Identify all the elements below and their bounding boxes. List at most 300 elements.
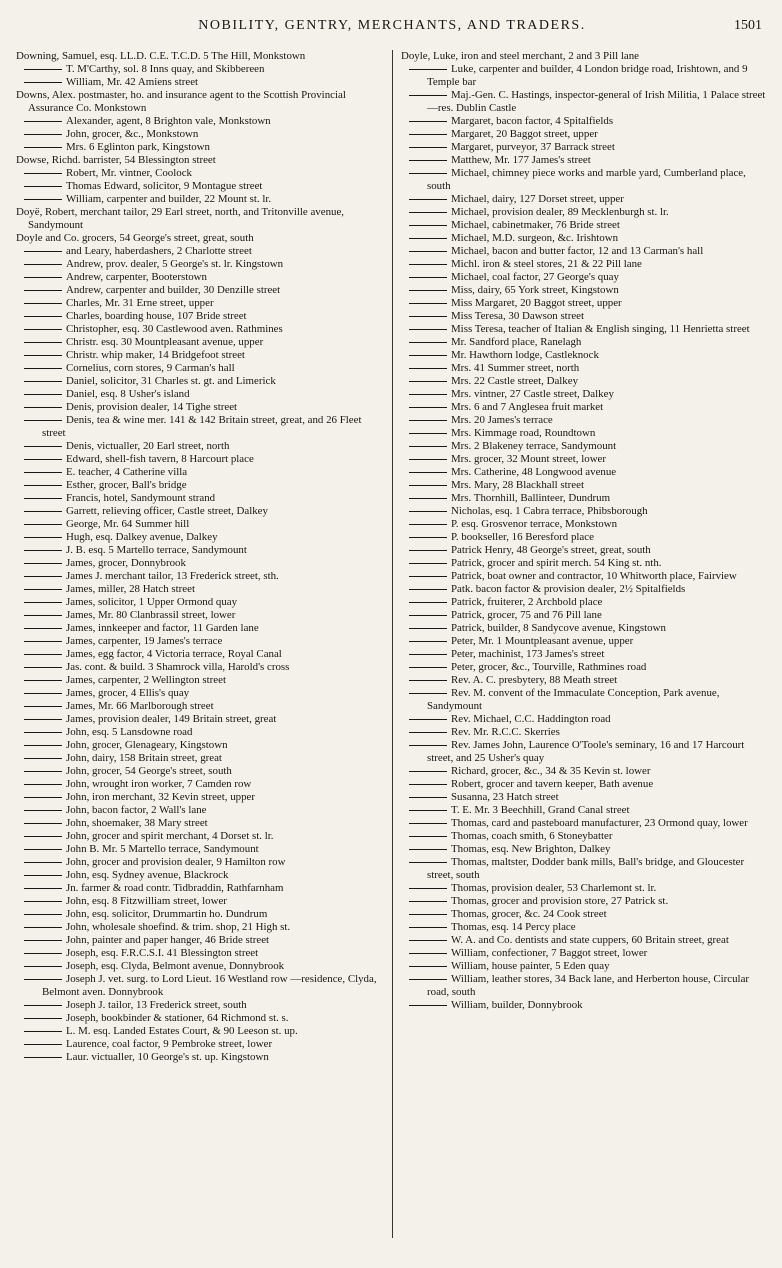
ditto-dash (409, 914, 447, 915)
entry-text: James, carpenter, 2 Wellington street (66, 674, 226, 686)
directory-entry (16, 791, 384, 804)
directory-entry (16, 1051, 384, 1064)
entry-text: E. teacher, 4 Catherine villa (66, 466, 188, 478)
entry-text: Jas. cont. & build. 3 Shamrock villa, Harold's cross (66, 661, 290, 673)
ditto-dash (409, 238, 447, 239)
directory-entry (16, 856, 384, 869)
entry-text: James J. merchant tailor, 13 Frederick street, sth. (66, 570, 279, 582)
directory-entry (16, 76, 384, 89)
directory-entry (401, 765, 768, 778)
ditto-dash (409, 719, 447, 720)
directory-entry (401, 960, 768, 973)
ditto-dash (24, 420, 62, 421)
directory-entry (16, 908, 384, 921)
directory-entry (16, 1012, 384, 1025)
entry-text: James, provision dealer, 149 Britain street, great (66, 713, 277, 725)
ditto-dash (24, 82, 62, 83)
entry-text: Mrs. grocer, 32 Mount street, lower (451, 453, 607, 465)
directory-entry (16, 258, 384, 271)
ditto-dash (409, 147, 447, 148)
ditto-dash (24, 914, 62, 915)
entry-text: Nicholas, esq. 1 Cabra terrace, Phibsborough (451, 505, 648, 517)
directory-entry (16, 843, 384, 856)
page-header (16, 12, 768, 38)
ditto-dash (409, 524, 447, 525)
directory-entry (16, 271, 384, 284)
ditto-dash (409, 784, 447, 785)
page-number: 1501 (734, 18, 762, 33)
ditto-dash (24, 186, 62, 187)
directory-entry (401, 115, 768, 128)
ditto-dash (409, 485, 447, 486)
directory-entry (16, 739, 384, 752)
directory-entry (16, 492, 384, 505)
directory-entry (16, 154, 384, 167)
ditto-dash (409, 472, 447, 473)
directory-entry (401, 999, 768, 1012)
directory-entry (401, 830, 768, 843)
directory-entry (16, 713, 384, 726)
entry-text: George, Mr. 64 Summer hill (66, 518, 190, 530)
entry-text: Daniel, solicitor, 31 Charles st. gt. and Limerick (66, 375, 276, 387)
entry-text: Peter, grocer, &c., Tourville, Rathmines road (451, 661, 647, 673)
entry-text: John, esq. solicitor, Drummartin ho. Dundrum (66, 908, 268, 920)
ditto-dash (409, 212, 447, 213)
entry-text: Denis, provision dealer, 14 Tighe street (66, 401, 238, 413)
ditto-dash (409, 680, 447, 681)
ditto-dash (409, 173, 447, 174)
entry-text: Andrew, prov. dealer, 5 George's st. lr. Kingstown (66, 258, 284, 270)
entry-text: Peter, machinist, 173 James's street (451, 648, 605, 660)
directory-entry (401, 531, 768, 544)
ditto-dash (24, 316, 62, 317)
entry-text: Mrs. Mary, 28 Blackhall street (451, 479, 584, 491)
ditto-dash (409, 407, 447, 408)
ditto-dash (24, 966, 62, 967)
ditto-dash (24, 823, 62, 824)
ditto-dash (409, 563, 447, 564)
entry-text: Robert, grocer and tavern keeper, Bath avenue (451, 778, 654, 790)
entry-text: Joseph J. vet. surg. to Lord Lieut. 16 Westland row —residence, Clyda, Belmont aven. Donnybrook (42, 973, 377, 998)
entry-text: Robert, Mr. vintner, Coolock (66, 167, 193, 179)
ditto-dash (409, 550, 447, 551)
entry-text: Patrick, boat owner and contractor, 10 Whitworth place, Fairview (451, 570, 737, 582)
directory-entry (401, 375, 768, 388)
directory-entry (16, 167, 384, 180)
entry-text: Thomas, esq. New Brighton, Dalkey (451, 843, 611, 855)
entry-text: Mrs. vintner, 27 Castle street, Dalkey (451, 388, 614, 400)
directory-entry (401, 895, 768, 908)
directory-entry (16, 414, 384, 440)
ditto-dash (409, 277, 447, 278)
ditto-dash (24, 1057, 62, 1058)
ditto-dash (24, 251, 62, 252)
entry-text: T. E. Mr. 3 Beechhill, Grand Canal street (451, 804, 630, 816)
directory-entry (401, 947, 768, 960)
entry-text: Patrick Henry, 48 George's street, great, south (451, 544, 651, 556)
entry-text: Joseph, esq. Clyda, Belmont avenue, Donnybrook (66, 960, 285, 972)
directory-entry (16, 778, 384, 791)
directory-entry (401, 973, 768, 999)
ditto-dash (409, 420, 447, 421)
entry-text: Laur. victualler, 10 George's st. up. Kingstown (66, 1051, 269, 1063)
ditto-dash (24, 290, 62, 291)
directory-entry (16, 661, 384, 674)
ditto-dash (24, 1044, 62, 1045)
directory-entry (401, 388, 768, 401)
ditto-dash (409, 576, 447, 577)
entry-text: John, wholesale shoefind. & trim. shop, 21 High st. (66, 921, 291, 933)
entry-text: J. B. esq. 5 Martello terrace, Sandymount (66, 544, 247, 556)
entry-text: and Leary, haberdashers, 2 Charlotte street (66, 245, 252, 257)
ditto-dash (24, 173, 62, 174)
directory-entry (16, 570, 384, 583)
entry-text: Charles, Mr. 31 Erne street, upper (66, 297, 214, 309)
ditto-dash (24, 1005, 62, 1006)
entry-text: William, confectioner, 7 Baggot street, lower (451, 947, 648, 959)
directory-entry (16, 687, 384, 700)
ditto-dash (24, 745, 62, 746)
ditto-dash (24, 498, 62, 499)
entry-text: L. M. esq. Landed Estates Court, & 90 Leeson st. up. (66, 1025, 298, 1037)
entry-text: Rev. James John, Laurence O'Toole's seminary, 16 and 17 Harcourt street, and 25 Usher's quay (427, 739, 745, 764)
entry-text: Mrs. 20 James's terrace (451, 414, 553, 426)
entry-text: William, builder, Donnybrook (451, 999, 583, 1011)
ditto-dash (409, 940, 447, 941)
entry-text: James, innkeeper and factor, 11 Garden lane (66, 622, 259, 634)
entry-text: Thomas Edward, solicitor, 9 Montague street (66, 180, 263, 192)
entry-text: Michael, coal factor, 27 George's quay (451, 271, 619, 283)
directory-entry (401, 128, 768, 141)
entry-text: Joseph J. tailor, 13 Frederick street, south (66, 999, 247, 1011)
directory-entry (16, 401, 384, 414)
entry-text: William, carpenter and builder, 22 Mount st. lr. (66, 193, 272, 205)
directory-entry (16, 869, 384, 882)
ditto-dash (24, 784, 62, 785)
ditto-dash (409, 342, 447, 343)
directory-entry (16, 297, 384, 310)
entry-text: William, leather stores, 34 Back lane, and Herberton house, Circular road, south (427, 973, 750, 998)
directory-entry (401, 245, 768, 258)
entry-text: Miss Teresa, teacher of Italian & English singing, 11 Henrietta street (451, 323, 750, 335)
ditto-dash (24, 485, 62, 486)
entry-text: Thomas, provision dealer, 53 Charlemont st. lr. (451, 882, 657, 894)
directory-entry (401, 713, 768, 726)
directory-entry (401, 622, 768, 635)
entry-text: Miss Teresa, 30 Dawson street (451, 310, 585, 322)
directory-entry (16, 1038, 384, 1051)
directory-entry (401, 687, 768, 713)
ditto-dash (409, 95, 447, 96)
directory-entry (16, 63, 384, 76)
entry-text: P. bookseller, 16 Beresford place (451, 531, 594, 543)
directory-entry (16, 882, 384, 895)
entry-text: Mrs. 2 Blakeney terrace, Sandymount (451, 440, 617, 452)
ditto-dash (409, 394, 447, 395)
entry-text: Joseph, esq. F.R.C.S.I. 41 Blessington street (66, 947, 259, 959)
entry-text: Mrs. Thornhill, Ballinteer, Dundrum (451, 492, 611, 504)
entry-text: Rev. Mr. R.C.C. Skerries (451, 726, 560, 738)
entry-text: Andrew, carpenter and builder, 30 Denzille street (66, 284, 281, 296)
directory-entry (16, 960, 384, 973)
ditto-dash (24, 953, 62, 954)
entry-text: John, wrought iron worker, 7 Camden row (66, 778, 252, 790)
directory-entry (16, 830, 384, 843)
entry-text: William, Mr. 42 Amiens street (66, 76, 199, 88)
entry-text: Mrs. Catherine, 48 Longwood avenue (451, 466, 617, 478)
directory-entry (401, 804, 768, 817)
directory-entry (16, 375, 384, 388)
ditto-dash (24, 771, 62, 772)
ditto-dash (24, 342, 62, 343)
entry-text: Joseph, bookbinder & stationer, 64 Richmond st. s. (66, 1012, 289, 1024)
ditto-dash (409, 953, 447, 954)
directory-entry (401, 557, 768, 570)
entry-text: Michael, cabinetmaker, 76 Bride street (451, 219, 620, 231)
ditto-dash (24, 550, 62, 551)
entry-text: John, esq. 8 Fitzwilliam street, lower (66, 895, 227, 907)
directory-entry (16, 284, 384, 297)
directory-entry (16, 206, 384, 232)
directory-entry (16, 674, 384, 687)
ditto-dash (24, 407, 62, 408)
directory-entry (401, 154, 768, 167)
entry-text: Alexander, agent, 8 Brighton vale, Monkstown (66, 115, 271, 127)
ditto-dash (409, 69, 447, 70)
ditto-dash (409, 615, 447, 616)
directory-entry (16, 973, 384, 999)
entry-text: Patk. bacon factor & provision dealer, 2½ Spitalfields (451, 583, 686, 595)
directory-entry (16, 50, 384, 63)
directory-entry (16, 752, 384, 765)
ditto-dash (409, 927, 447, 928)
directory-entry (401, 726, 768, 739)
entry-text: P. esq. Grosvenor terrace, Monkstown (451, 518, 618, 530)
directory-entry (16, 557, 384, 570)
directory-entry (401, 336, 768, 349)
directory-entry (401, 492, 768, 505)
directory-entry (401, 505, 768, 518)
ditto-dash (409, 745, 447, 746)
ditto-dash (24, 472, 62, 473)
entry-text: Doyle, Luke, iron and steel merchant, 2 and 3 Pill lane (401, 50, 640, 62)
directory-entry (16, 466, 384, 479)
directory-entry (401, 193, 768, 206)
directory-entry (401, 167, 768, 193)
ditto-dash (24, 589, 62, 590)
entry-text: Michael, M.D. surgeon, &c. Irishtown (451, 232, 619, 244)
entry-text: James, egg factor, 4 Victoria terrace, Royal Canal (66, 648, 282, 660)
entry-text: John, iron merchant, 32 Kevin street, upper (66, 791, 256, 803)
ditto-dash (24, 576, 62, 577)
ditto-dash (409, 654, 447, 655)
entry-text: Richard, grocer, &c., 34 & 35 Kevin st. lower (451, 765, 651, 777)
entry-text: Margaret, purveyor, 37 Barrack street (451, 141, 615, 153)
running-title: NOBILITY, GENTRY, MERCHANTS, AND TRADERS. (198, 18, 586, 33)
directory-entry (401, 544, 768, 557)
directory-entry (401, 284, 768, 297)
directory-entry (401, 310, 768, 323)
ditto-dash (24, 524, 62, 525)
ditto-dash (24, 602, 62, 603)
entry-text: John, esq. Sydney avenue, Blackrock (66, 869, 229, 881)
ditto-dash (409, 797, 447, 798)
directory-entry (16, 1025, 384, 1038)
directory-entry (401, 882, 768, 895)
directory-entry (401, 921, 768, 934)
entry-text: Jn. farmer & road contr. Tidbraddin, Rathfarnham (66, 882, 284, 894)
directory-entry (16, 583, 384, 596)
entry-text: John, esq. 5 Lansdowne road (66, 726, 193, 738)
directory-entry (401, 453, 768, 466)
directory-entry (16, 596, 384, 609)
ditto-dash (24, 732, 62, 733)
entry-text: Thomas, grocer, &c. 24 Cook street (451, 908, 607, 920)
entry-text: Christr. esq. 30 Mountpleasant avenue, upper (66, 336, 264, 348)
ditto-dash (24, 459, 62, 460)
ditto-dash (24, 303, 62, 304)
directory-entry (16, 934, 384, 947)
directory-entry (16, 518, 384, 531)
entry-text: Patrick, builder, 8 Sandycove avenue, Kingstown (451, 622, 666, 634)
directory-entry (401, 232, 768, 245)
ditto-dash (24, 706, 62, 707)
ditto-dash (24, 888, 62, 889)
ditto-dash (24, 654, 62, 655)
entry-text: Margaret, bacon factor, 4 Spitalfields (451, 115, 614, 127)
ditto-dash (409, 849, 447, 850)
entry-text: Luke, carpenter and builder, 4 London bridge road, Irishtown, and 9 Temple bar (427, 63, 748, 88)
directory-entry (401, 635, 768, 648)
entry-text: James, Mr. 66 Marlborough street (66, 700, 214, 712)
entry-text: John, bacon factor, 2 Wall's lane (66, 804, 207, 816)
entry-text: Cornelius, corn stores, 9 Carman's hall (66, 362, 235, 374)
entry-text: Garrett, relieving officer, Castle street, Dalkey (66, 505, 268, 517)
entry-text: Margaret, 20 Baggot street, upper (451, 128, 598, 140)
directory-entry (16, 479, 384, 492)
entry-text: Dowse, Richd. barrister, 54 Blessington street (16, 154, 216, 166)
ditto-dash (24, 849, 62, 850)
entry-text: Andrew, carpenter, Booterstown (66, 271, 207, 283)
directory-entry (16, 895, 384, 908)
directory-entry (401, 63, 768, 89)
directory-entry (401, 271, 768, 284)
directory-entry (401, 739, 768, 765)
entry-text: James, grocer, Donnybrook (66, 557, 186, 569)
entry-text: James, carpenter, 19 James's terrace (66, 635, 223, 647)
entry-text: Patrick, grocer, 75 and 76 Pill lane (451, 609, 602, 621)
directory-entry (16, 804, 384, 817)
entry-text: Thomas, coach smith, 6 Stoneybatter (451, 830, 613, 842)
entry-text: Christopher, esq. 30 Castlewood aven. Rathmines (66, 323, 283, 335)
entry-text: Francis, hotel, Sandymount strand (66, 492, 216, 504)
entry-text: James, solicitor, 1 Upper Ormond quay (66, 596, 238, 608)
entry-text: T. M'Carthy, sol. 8 Inns quay, and Skibbereen (66, 63, 265, 75)
ditto-dash (409, 667, 447, 668)
ditto-dash (24, 329, 62, 330)
directory-entry (401, 817, 768, 830)
ditto-dash (24, 836, 62, 837)
directory-entry (16, 349, 384, 362)
ditto-dash (409, 498, 447, 499)
directory-entry (401, 362, 768, 375)
directory-entry (16, 388, 384, 401)
entry-text: Miss, dairy, 65 York street, Kingstown (451, 284, 619, 296)
ditto-dash (409, 979, 447, 980)
entry-text: Patrick, fruiterer, 2 Archbold place (451, 596, 603, 608)
directory-entry (401, 89, 768, 115)
entry-text: Michl. iron & steel stores, 21 & 22 Pill lane (451, 258, 642, 270)
ditto-dash (409, 368, 447, 369)
ditto-dash (24, 810, 62, 811)
directory-entry (401, 934, 768, 947)
entry-text: Matthew, Mr. 177 James's street (451, 154, 591, 166)
ditto-dash (409, 836, 447, 837)
directory-entry (16, 505, 384, 518)
ditto-dash (24, 537, 62, 538)
ditto-dash (24, 797, 62, 798)
entry-text: Downing, Samuel, esq. LL.D. C.E. T.C.D. 5 The Hill, Monkstown (16, 50, 306, 62)
entry-text: Michael, provision dealer, 89 Mecklenburgh st. lr. (451, 206, 669, 218)
entry-text: Maj.-Gen. C. Hastings, inspector-general of Irish Militia, 1 Palace street—res. Dublin Castle (427, 89, 766, 114)
ditto-dash (409, 121, 447, 122)
directory-entry (401, 297, 768, 310)
directory-entry (16, 817, 384, 830)
entry-text: W. A. and Co. dentists and state cuppers, 60 Britain street, great (451, 934, 729, 946)
directory-entry (16, 193, 384, 206)
ditto-dash (409, 355, 447, 356)
ditto-dash (409, 160, 447, 161)
ditto-dash (409, 225, 447, 226)
directory-entry (16, 700, 384, 713)
ditto-dash (409, 303, 447, 304)
directory-entry (401, 141, 768, 154)
ditto-dash (24, 667, 62, 668)
ditto-dash (24, 264, 62, 265)
ditto-dash (24, 563, 62, 564)
directory-entry (401, 908, 768, 921)
directory-entry (16, 115, 384, 128)
ditto-dash (409, 602, 447, 603)
ditto-dash (409, 771, 447, 772)
ditto-dash (24, 368, 62, 369)
entry-text: Mr. Hawthorn lodge, Castleknock (451, 349, 599, 361)
ditto-dash (24, 134, 62, 135)
entry-text: John, grocer and provision dealer, 9 Hamilton row (66, 856, 286, 868)
directory-entry (401, 843, 768, 856)
directory-entry (401, 466, 768, 479)
directory-entry (16, 180, 384, 193)
ditto-dash (409, 1005, 447, 1006)
entry-text: John, dairy, 158 Britain street, great (66, 752, 222, 764)
entry-text: John, shoemaker, 38 Mary street (66, 817, 208, 829)
entry-text: Michael, dairy, 127 Dorset street, upper (451, 193, 624, 205)
ditto-dash (24, 381, 62, 382)
ditto-dash (24, 875, 62, 876)
right-column (392, 50, 768, 1238)
entry-text: William, house painter, 5 Eden quay (451, 960, 610, 972)
entry-text: Laurence, coal factor, 9 Pembroke street, lower (66, 1038, 273, 1050)
entry-text: Charles, boarding house, 107 Bride street (66, 310, 247, 322)
directory-entry (401, 778, 768, 791)
entry-text: John B. Mr. 5 Martello terrace, Sandymount (66, 843, 259, 855)
directory-entry (401, 414, 768, 427)
directory-entry (16, 531, 384, 544)
entry-text: Michael, bacon and butter factor, 12 and 13 Carman's hall (451, 245, 704, 257)
directory-entry (16, 89, 384, 115)
ditto-dash (24, 394, 62, 395)
directory-entry (401, 791, 768, 804)
